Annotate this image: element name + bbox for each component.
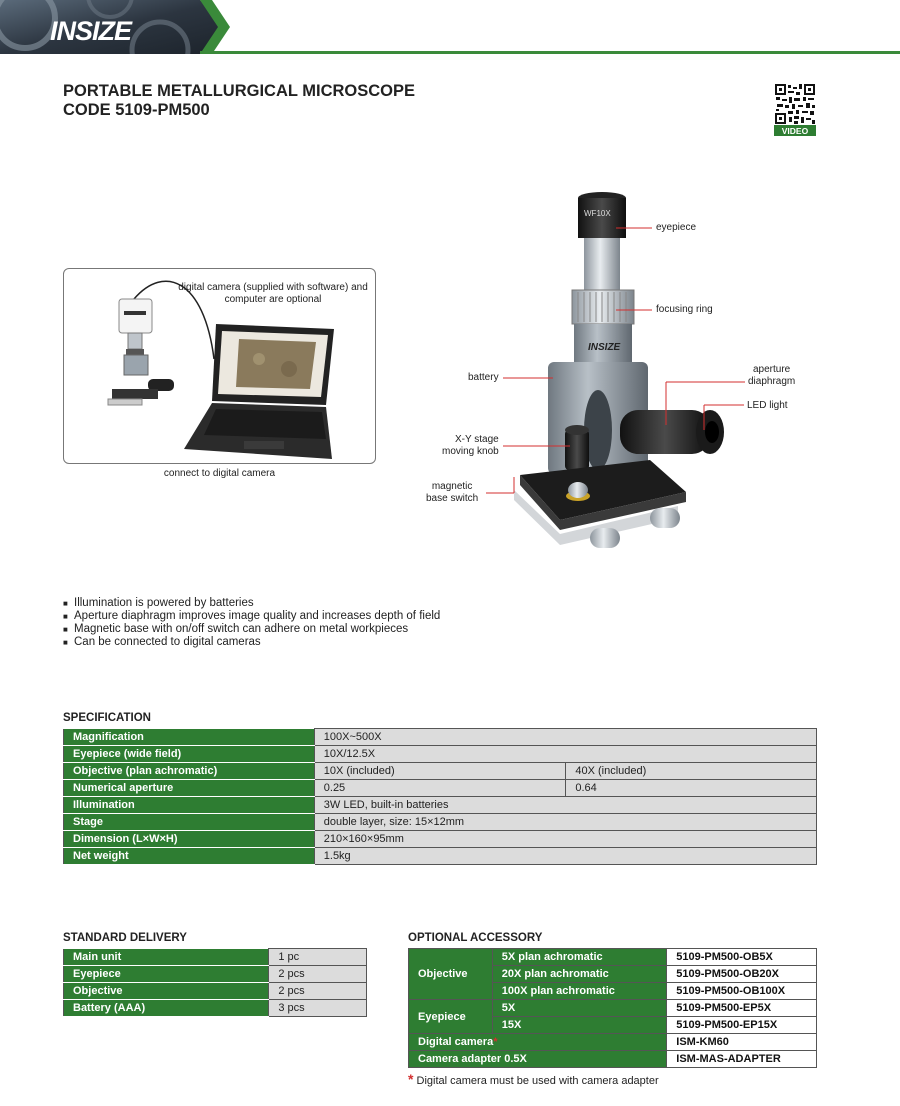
delivery-label: Eyepiece bbox=[64, 966, 269, 983]
product-name: PORTABLE METALLURGICAL MICROSCOPE bbox=[63, 82, 415, 100]
accessory-group-objective: Objective bbox=[409, 949, 493, 1000]
feature-text: Magnetic base with on/off switch can adhere on metal workpieces bbox=[74, 623, 409, 635]
table-row bbox=[409, 1000, 817, 1017]
accessory-code: 5109-PM500-OB20X bbox=[667, 966, 817, 983]
delivery-qty: 2 pcs bbox=[269, 966, 367, 983]
spec-value-2: 40X (included) bbox=[566, 763, 817, 780]
callout-mag-line2: base switch bbox=[426, 493, 479, 504]
feature-text: Illumination is powered by batteries bbox=[74, 597, 254, 609]
product-code: CODE 5109-PM500 bbox=[63, 101, 210, 119]
footnote-star: * bbox=[408, 1071, 414, 1087]
accessory-code: ISM-KM60 bbox=[667, 1034, 817, 1051]
delivery-label: Objective bbox=[64, 983, 269, 1000]
table-row bbox=[64, 831, 817, 848]
callout-eyepiece: eyepiece bbox=[656, 222, 697, 233]
accessory-name: 20X plan achromatic bbox=[492, 966, 667, 983]
table-row bbox=[64, 949, 367, 966]
specification-table bbox=[63, 728, 817, 865]
inset-caption: connect to digital camera bbox=[163, 468, 276, 479]
callout-xy-line1: X-Y stage bbox=[454, 434, 499, 445]
digital-camera-label: Digital camera bbox=[418, 1036, 494, 1048]
feature-list bbox=[63, 597, 440, 649]
accessory-digital-camera bbox=[409, 1034, 667, 1051]
spec-value: 10X/12.5X bbox=[314, 746, 816, 763]
callout-focusing-ring: focusing ring bbox=[656, 304, 713, 315]
callout-mag-line1: magnetic bbox=[431, 481, 473, 492]
table-row bbox=[64, 763, 817, 780]
accessory-name: 5X plan achromatic bbox=[492, 949, 667, 966]
table-row bbox=[64, 848, 817, 865]
accessory-code: 5109-PM500-OB100X bbox=[667, 983, 817, 1000]
inset-optional-note: digital camera (supplied with software) and computer are optional bbox=[178, 282, 368, 305]
delivery-qty: 2 pcs bbox=[269, 983, 367, 1000]
callout-aperture-line1: aperture bbox=[753, 364, 791, 375]
table-row bbox=[64, 780, 817, 797]
table-row bbox=[409, 949, 817, 966]
table-row bbox=[64, 966, 367, 983]
spec-value: 3W LED, built-in batteries bbox=[314, 797, 816, 814]
accessory-code: 5109-PM500-EP5X bbox=[667, 1000, 817, 1017]
feature-text: Aperture diaphragm improves image quality and increases depth of field bbox=[74, 610, 441, 622]
delivery-qty: 3 pcs bbox=[269, 1000, 367, 1017]
insize-logo: INSIZE bbox=[50, 16, 132, 46]
delivery-label: Battery (AAA) bbox=[64, 1000, 269, 1017]
footnote-text: Digital camera must be used with camera adapter bbox=[416, 1075, 659, 1087]
feature-item: ■ Can be connected to digital cameras bbox=[63, 636, 261, 648]
accessory-name: 15X bbox=[492, 1017, 667, 1034]
spec-value: 0.25 bbox=[314, 780, 566, 797]
callout-aperture-line2: diaphragm bbox=[748, 376, 796, 387]
callout-aperture-diaphragm bbox=[748, 364, 795, 388]
feature-item: ■ Aperture diaphragm improves image quality and increases depth of field bbox=[63, 610, 441, 622]
table-row bbox=[64, 746, 817, 763]
spec-label: Objective (plan achromatic) bbox=[64, 763, 315, 780]
callout-led-light: LED light bbox=[747, 400, 788, 411]
accessory-name: 100X plan achromatic bbox=[492, 983, 667, 1000]
accessory-group-eyepiece: Eyepiece bbox=[409, 1000, 493, 1034]
table-row bbox=[409, 1051, 817, 1068]
table-row bbox=[64, 983, 367, 1000]
feature-item: ■ Illumination is powered by batteries bbox=[63, 597, 254, 609]
callout-battery: battery bbox=[468, 372, 499, 383]
table-row bbox=[64, 797, 817, 814]
accessory-code: ISM-MAS-ADAPTER bbox=[667, 1051, 817, 1068]
required-star: * bbox=[493, 1036, 498, 1048]
spec-value: 100X~500X bbox=[314, 729, 816, 746]
feature-item: ■ Magnetic base with on/off switch can adhere on metal workpieces bbox=[63, 623, 409, 635]
table-row bbox=[64, 729, 817, 746]
table-row bbox=[64, 1000, 367, 1017]
standard-delivery-table bbox=[63, 948, 367, 1017]
callout-magnetic-base bbox=[426, 481, 478, 505]
feature-text: Can be connected to digital cameras bbox=[74, 636, 261, 648]
qr-video-label: VIDEO bbox=[781, 126, 809, 136]
accessory-footnote bbox=[408, 1071, 659, 1087]
spec-label: Numerical aperture bbox=[64, 780, 315, 797]
optional-accessory-title: OPTIONAL ACCESSORY bbox=[408, 932, 543, 944]
table-row bbox=[64, 814, 817, 831]
standard-delivery-title: STANDARD DELIVERY bbox=[63, 932, 187, 944]
spec-label: Stage bbox=[64, 814, 315, 831]
spec-label: Eyepiece (wide field) bbox=[64, 746, 315, 763]
microscope-body-logo: INSIZE bbox=[588, 342, 621, 353]
optional-accessory-table bbox=[408, 948, 817, 1068]
callout-xy-line2: moving knob bbox=[442, 446, 499, 457]
spec-label: Net weight bbox=[64, 848, 315, 865]
table-row bbox=[409, 1034, 817, 1051]
specification-title: SPECIFICATION bbox=[63, 712, 151, 724]
spec-value: double layer, size: 15×12mm bbox=[314, 814, 816, 831]
spec-value: 10X (included) bbox=[314, 763, 566, 780]
callout-xy-stage bbox=[442, 434, 499, 458]
spec-label: Illumination bbox=[64, 797, 315, 814]
spec-label: Magnification bbox=[64, 729, 315, 746]
accessory-camera-adapter: Camera adapter 0.5X bbox=[409, 1051, 667, 1068]
accessory-code: 5109-PM500-EP15X bbox=[667, 1017, 817, 1034]
accessory-code: 5109-PM500-OB5X bbox=[667, 949, 817, 966]
spec-label: Dimension (L×W×H) bbox=[64, 831, 315, 848]
eyepiece-marking: WF10X bbox=[584, 209, 611, 218]
accessory-name: 5X bbox=[492, 1000, 667, 1017]
delivery-qty: 1 pc bbox=[269, 949, 367, 966]
delivery-label: Main unit bbox=[64, 949, 269, 966]
spec-value: 1.5kg bbox=[314, 848, 816, 865]
spec-value: 210×160×95mm bbox=[314, 831, 816, 848]
spec-value-2: 0.64 bbox=[566, 780, 817, 797]
